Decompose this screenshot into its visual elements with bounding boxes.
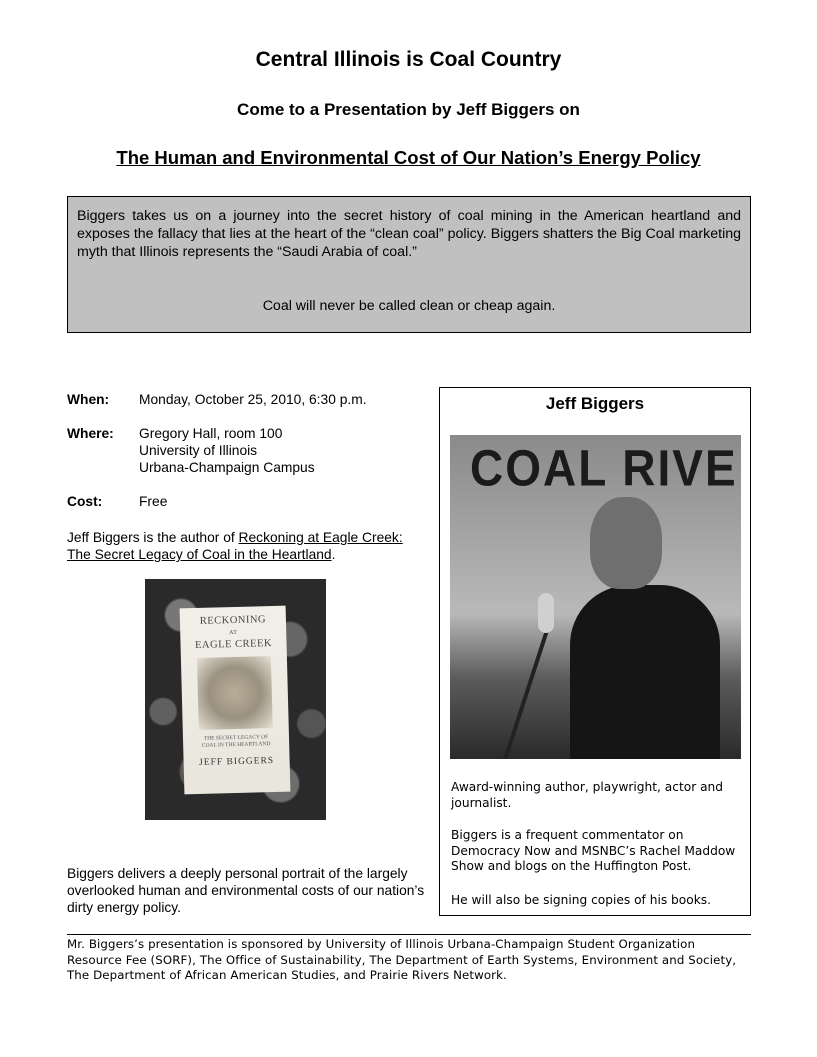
book-cover-subtitle-line-2: COAL IN THE HEARTLAND (201, 741, 271, 749)
book-cover-author: JEFF BIGGERS (198, 755, 275, 768)
author-line (67, 529, 427, 563)
speaker-bio-2: Biggers is a frequent commentator on Democracy Now and MSNBC’s Rachel Maddow Show and blogs on the Huffington Post. (451, 828, 736, 873)
page-title: Central Illinois is Coal Country (255, 48, 562, 71)
summary-text: Biggers takes us on a journey into the secret history of coal mining in the American heartland and exposes the fallacy that lies at the heart of the “clean coal” policy. Biggers shatters the Big Coal marketing myth that Illinois represents the “Saudi Arabia of coal.” (77, 208, 741, 260)
book-cover-subtitle-line-1: THE SECRET LEGACY OF (203, 734, 269, 742)
author-line-suffix: . (331, 547, 336, 562)
footer-divider (67, 934, 751, 935)
book-cover-title-line-2: AT (228, 629, 238, 637)
sponsor-footer: Mr. Biggers’s presentation is sponsored by University of Illinois Urbana-Champaign Student Organization Resource Fee (SORF), The Office of Sustainability, The Department of Earth Systems, Environment and Society, The Department of African American Studies, and Prairie Rivers Network. (67, 937, 737, 982)
book-cover-title (180, 614, 287, 653)
where-line-1: Gregory Hall, room 100 (139, 426, 283, 441)
speaker-name: Jeff Biggers (545, 394, 645, 413)
page-subtitle: Come to a Presentation by Jeff Biggers on (237, 100, 580, 119)
photo-speaker-head (590, 497, 662, 589)
where-label: Where: (67, 426, 114, 441)
closing-paragraph: Biggers delivers a deeply personal portrait of the largely overlooked human and environmental costs of our nation’s dirty energy policy. (67, 866, 425, 915)
when-value: Monday, October 25, 2010, 6:30 p.m. (139, 392, 367, 407)
where-line-3: Urbana-Champaign Campus (139, 460, 315, 475)
speaker-bio-1: Award-winning author, playwright, actor and journalist. (451, 780, 724, 810)
summary-tagline: Coal will never be called clean or cheap again. (262, 298, 556, 314)
cost-value: Free (139, 494, 168, 509)
when-row (67, 391, 367, 408)
speaker-photo (450, 435, 741, 759)
photo-mic-stand (501, 614, 554, 759)
cost-row (67, 493, 167, 510)
book-cover-title-line-3: EAGLE CREEK (194, 638, 273, 652)
book-title-link: Reckoning at Eagle Creek: The Secret Legacy of Coal in the Heartland (67, 530, 403, 562)
speaker-sidebar (439, 387, 751, 916)
photo-banner-text: COAL RIVE (470, 439, 738, 497)
presentation-topic (0, 147, 817, 169)
author-line-prefix: Jeff Biggers is the author of (67, 530, 239, 545)
book-cover-subtitle (183, 734, 289, 751)
where-row (67, 425, 315, 476)
where-line-2: University of Illinois (139, 443, 258, 458)
topic-text: The Human and Environmental Cost of Our Nation’s Energy Policy (116, 147, 701, 168)
photo-microphone (538, 593, 554, 633)
book-cover-page (180, 606, 291, 795)
when-label: When: (67, 392, 110, 407)
book-cover-image (145, 579, 326, 820)
summary-box (67, 196, 751, 333)
photo-speaker-body (570, 585, 720, 759)
cost-label: Cost: (67, 494, 103, 509)
speaker-bio-3: He will also be signing copies of his books. (451, 893, 711, 907)
where-value (139, 425, 315, 476)
book-cover-title-line-1: RECKONING (199, 614, 267, 627)
book-cover-photo (197, 656, 273, 730)
